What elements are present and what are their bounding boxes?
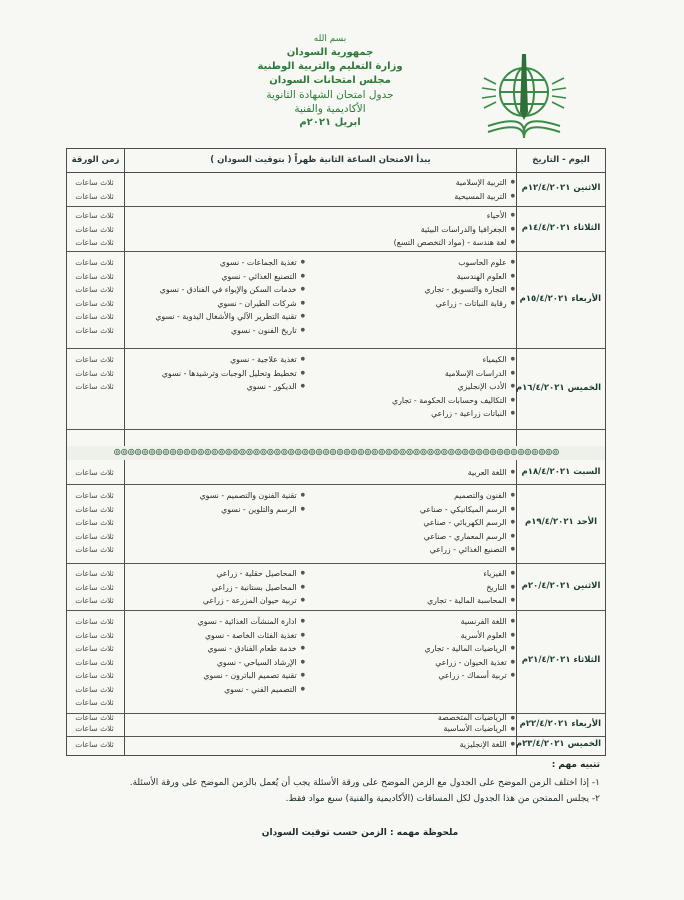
subject-item: ● الرياضيات المالية - تجاري [365, 642, 515, 656]
row-day-date: الخميس ٢٣/٤/٢٠٢١م [515, 739, 601, 749]
subject-item: ● التربية الإسلامية [365, 176, 515, 190]
subject-item: ● المحاصيل بستانية - زراعي [120, 581, 305, 595]
durations-list [67, 489, 122, 557]
document-header [230, 46, 430, 130]
duration-item: ثلاث ساعات [75, 582, 114, 592]
subject-item: ● ادارة المنشآت الغذائية - نسوي [120, 615, 305, 629]
duration-item: ثلاث ساعات [75, 724, 114, 733]
subjects-list [365, 209, 515, 250]
duration-item: ثلاث ساعات [75, 545, 114, 554]
subjects-list-secondary [120, 489, 305, 516]
subject-item: ● التصنيع الغذائي - نسوي [120, 270, 305, 284]
duration-item: ثلاث ساعات [75, 312, 114, 321]
header-line-ministry: وزارة التعليم والتربية الوطنية [257, 61, 403, 72]
important-notes [40, 760, 600, 807]
subject-item: ● اللغة الإنجليزية [365, 738, 515, 752]
basmala-text: بسم الله [313, 34, 347, 44]
header-exam-start: يبدأ الامتحان الساعة الثانية ظهراً ( بتوقيت السودان ) [210, 155, 431, 165]
row-day-date: الأربعاء ٢٢/٤/٢٠٢١م [519, 719, 601, 729]
subject-item: ● الأدب الإنجليزي [365, 380, 515, 394]
table-row [67, 173, 605, 207]
durations-list [67, 712, 122, 734]
decorative-divider: ⊚⊚⊚⊚⊚⊚⊚⊚⊚⊚⊚⊚⊚⊚⊚⊚⊚⊚⊚⊚⊚⊚⊚⊚⊚⊚⊚⊚⊚⊚⊚⊚⊚⊚⊚⊚⊚⊚⊚⊚⊚⊚⊚⊚⊚⊚⊚⊚⊚⊚⊚⊚⊚⊚⊚⊚⊚⊚⊚⊚⊚⊚⊚⊚ [67, 446, 605, 460]
subject-item: ● اللغة العربية [365, 466, 515, 480]
table-row [67, 207, 605, 252]
durations-list [67, 738, 122, 752]
table-row [67, 611, 605, 714]
note-item: ٢- يجلس الممتحن من هذا الجدول لكل المساقات (الأكاديمية والفنية) سبع مواد فقط. [285, 794, 600, 804]
subject-item: ● الإرشاد السياحي - نسوي [120, 656, 305, 670]
duration-item: ثلاث ساعات [75, 491, 114, 500]
duration-item: ثلاث ساعات [75, 355, 114, 364]
table-header-row [67, 149, 605, 173]
subject-item: ● علوم الحاسوب [365, 256, 515, 270]
header-line-republic: جمهورية السودان [286, 47, 374, 58]
subjects-list [365, 567, 515, 608]
subject-item: ● تقنية التطرير الآلي والأشغال اليدوية - نسوي [120, 310, 305, 324]
subject-item: ● الجغرافيا والدراسات البيئية [365, 223, 515, 237]
duration-item: ثلاث ساعات [75, 178, 114, 187]
table-row [67, 252, 605, 349]
durations-list [67, 209, 122, 250]
durations-list [67, 567, 122, 608]
table-row [67, 714, 605, 737]
subjects-list [365, 353, 515, 421]
duration-item: ثلاث ساعات [75, 644, 114, 653]
duration-item: ثلاث ساعات [75, 191, 114, 201]
header-day-date: اليوم - التاريخ [532, 155, 590, 165]
subjects-list [365, 615, 515, 683]
duration-item: ثلاث ساعات [75, 258, 114, 267]
duration-item: ثلاث ساعات [75, 285, 114, 294]
row-day-date: الخميس ١٦/٤/٢٠٢١م [515, 383, 601, 393]
header-line-council: مجلس امتحانات السودان [269, 75, 391, 86]
row-day-date: الثلاثاء ٢١/٤/٢٠٢١م [521, 655, 601, 665]
duration-item: ثلاث ساعات [75, 238, 114, 247]
note-item: ١- إذا اختلف الزمن الموضح على الجدول مع الزمن الموضح على ورقة الأسئلة يجب أن يُعمل بالزمن الموضح على ورقة الأسئلة. [129, 778, 600, 788]
table-row [67, 485, 605, 564]
duration-item: ثلاث ساعات [75, 382, 114, 391]
subject-item: ● الرياضيات الأساسية [365, 723, 515, 734]
duration-item: ثلاث ساعات [75, 698, 114, 707]
table-row [67, 737, 605, 754]
subject-item: ● المحاسبة المالية - تجاري [365, 594, 515, 608]
row-day-date: الأحد ١٩/٤/٢٠٢١م [524, 517, 597, 527]
duration-item: ثلاث ساعات [75, 657, 114, 667]
subject-item: ● تغذية الحيوان - زراعي [365, 656, 515, 670]
subject-item: ● التربية المسيحية [365, 190, 515, 204]
subjects-list [365, 489, 515, 557]
subject-item: ● خدمة طعام الفنادق - نسوي [120, 642, 305, 656]
subject-item: ● التكاليف وحسابات الحكومة - تجاري [365, 394, 515, 408]
subject-item: ● تغذية علاجية - نسوي [120, 353, 305, 367]
header-line-date: ابريل ٢٠٢١م [299, 117, 361, 128]
subject-item: ● المحاصيل حقلية - زراعي [120, 567, 305, 581]
time-remark: ملحوظة مهمه : الزمن حسب توقيت السودان [261, 828, 459, 838]
duration-item: ثلاث ساعات [75, 211, 114, 220]
subject-item: ● تقنية تصميم الباترون - نسوي [120, 669, 305, 683]
subject-item: ● لغة هندسة - (مواد التخصص التسع) [365, 236, 515, 250]
subject-item: ● تربية أسماك - زراعي [365, 669, 515, 683]
subject-item: ● اللغة الفرنسية [365, 615, 515, 629]
duration-item: ثلاث ساعات [75, 518, 114, 527]
subject-item: ● الرسم المعماري - صناعي [365, 530, 515, 544]
duration-item: ثلاث ساعات [75, 671, 114, 680]
subject-item: ● التاريخ [365, 581, 515, 595]
duration-item: ثلاث ساعات [75, 224, 114, 234]
exam-schedule-table [66, 148, 606, 756]
duration-item: ثلاث ساعات [75, 468, 114, 477]
subject-item: ● الفيزياء [365, 567, 515, 581]
subject-item: ● التصنيع الغذائي - زراعي [365, 543, 515, 557]
duration-item: ثلاث ساعات [75, 740, 114, 749]
duration-item: ثلاث ساعات [75, 596, 114, 605]
subject-item: ● تغذية الفئات الخاصة - نسوي [120, 629, 305, 643]
row-day-date: الثلاثاء ١٤/٤/٢٠٢١م [521, 223, 601, 233]
row-day-date: الاثنين ١٢/٤/٢٠٢١م [521, 183, 601, 193]
durations-list [67, 176, 122, 203]
subject-item: ● تغذية الجماعات - نسوي [120, 256, 305, 270]
exam-council-logo-icon [478, 48, 570, 144]
subject-item: ● الرسم والتلوين - نسوي [120, 503, 305, 517]
header-line-tracks: الأكاديمية والفنية [294, 103, 366, 115]
subjects-list [365, 712, 515, 734]
duration-item: ثلاث ساعات [75, 617, 114, 626]
subject-item: ● تقنية الفنون والتصميم - نسوي [120, 489, 305, 503]
subject-item: ● التصميم الفني - نسوي [120, 683, 305, 697]
subjects-list-secondary [120, 567, 305, 608]
table-row [67, 349, 605, 430]
subject-item: ● الأحياء [365, 209, 515, 223]
subject-item: ● الرياضيات المتخصصة [365, 712, 515, 723]
header-line-schedule: جدول امتحان الشهادة الثانوية [266, 89, 394, 101]
subject-item: ● الرسم الميكانيكي - صناعي [365, 503, 515, 517]
subject-item: ● تربية حيوان المزرعة - زراعي [120, 594, 305, 608]
header-paper-duration: زمن الورقة [71, 155, 120, 165]
durations-list [67, 615, 122, 710]
duration-item: ثلاث ساعات [75, 531, 114, 541]
subject-item: ● النباتات زراعية - زراعي [365, 407, 515, 421]
subject-item: ● شركات الطيران - نسوي [120, 297, 305, 311]
durations-list [67, 466, 122, 480]
subject-item: ● الفنون والتصميم [365, 489, 515, 503]
subject-item: ● تاريخ الفنون - نسوي [120, 324, 305, 338]
durations-list [67, 256, 122, 337]
subject-item: ● العلوم الهندسية [365, 270, 515, 284]
subject-item: ● الكيمياء [365, 353, 515, 367]
duration-item: ثلاث ساعات [75, 271, 114, 281]
subjects-list [365, 256, 515, 310]
subjects-list-secondary [120, 256, 305, 337]
subject-item: ● التجارة والتسويق - تجاري [365, 283, 515, 297]
duration-item: ثلاث ساعات [75, 298, 114, 308]
subject-item: ● خدمات السكن والإيواء في الفنادق - نسوي [120, 283, 305, 297]
durations-list [67, 353, 122, 394]
duration-item: ثلاث ساعات [75, 325, 114, 335]
subject-item: ● العلوم الأسرية [365, 629, 515, 643]
subject-item: ● تخطيط وتحليل الوجبات وترشيدها - نسوي [120, 367, 305, 381]
subject-item: ● الرسم الكهربائي - صناعي [365, 516, 515, 530]
duration-item: ثلاث ساعات [75, 368, 114, 378]
row-day-date: السبت ١٨/٤/٢٠٢١م [521, 467, 601, 477]
table-row [67, 564, 605, 611]
duration-item: ثلاث ساعات [75, 713, 114, 722]
subject-item: ● الديكور - نسوي [120, 380, 305, 394]
row-day-date: الاثنين ٢٠/٤/٢٠٢١م [521, 581, 601, 591]
subjects-list [365, 466, 515, 480]
table-row [67, 462, 605, 485]
subjects-list [365, 176, 515, 203]
duration-item: ثلاث ساعات [75, 569, 114, 578]
subjects-list [365, 738, 515, 752]
duration-item: ثلاث ساعات [75, 630, 114, 640]
subjects-list-secondary [120, 615, 305, 696]
subjects-list-secondary [120, 353, 305, 394]
duration-item: ثلاث ساعات [75, 684, 114, 694]
duration-item: ثلاث ساعات [75, 504, 114, 514]
row-day-date: الأربعاء ١٥/٤/٢٠٢١م [519, 294, 601, 304]
subject-item: ● رقابة النباتات - زراعي [365, 297, 515, 311]
subject-item: ● الدراسات الإسلامية [365, 367, 515, 381]
notes-title: تنبيه مهم : [551, 760, 600, 770]
